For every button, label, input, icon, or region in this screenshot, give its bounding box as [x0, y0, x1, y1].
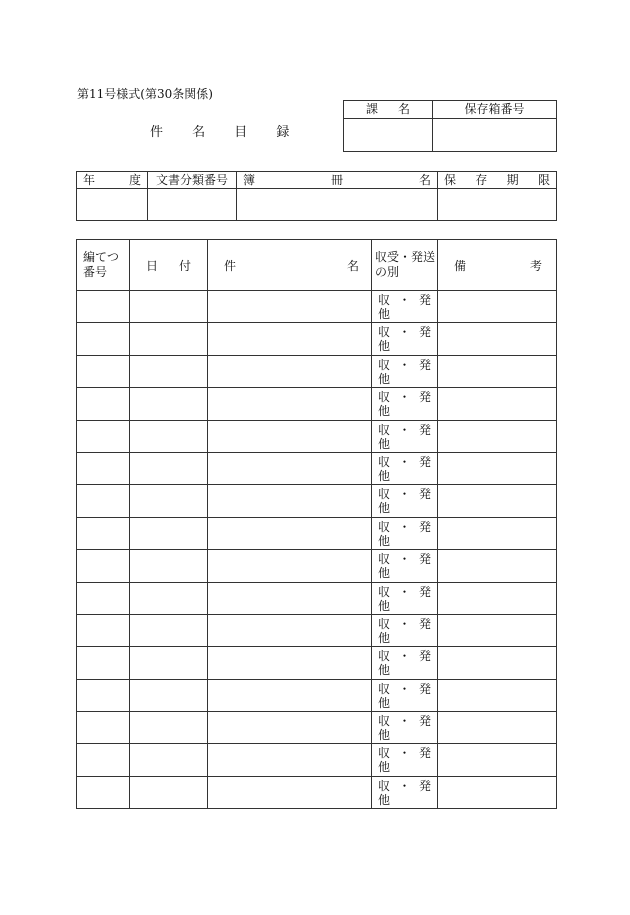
date-cell[interactable] [130, 712, 208, 744]
table-row [77, 712, 557, 744]
separator-dot: ・ [398, 584, 411, 599]
date-cell[interactable] [130, 355, 208, 387]
binding-number-cell[interactable] [77, 291, 130, 323]
section-box-table [343, 100, 557, 152]
subject-cell[interactable] [208, 744, 372, 776]
date-cell[interactable] [130, 582, 208, 614]
separator-dot: ・ [398, 616, 411, 631]
receive-send-cell[interactable] [372, 679, 438, 711]
remarks-cell[interactable] [438, 582, 557, 614]
separator-dot: ・ [398, 357, 411, 372]
receive-option[interactable]: 収 [378, 357, 391, 372]
table-row [77, 550, 557, 582]
header-fiscal-year: 年 度 [77, 172, 148, 189]
send-option[interactable]: 発 [418, 325, 431, 340]
separator-dot: ・ [398, 454, 411, 469]
header-remarks: 備 考 [438, 240, 557, 291]
other-option[interactable]: 他 [378, 436, 391, 451]
binding-number-cell[interactable] [77, 323, 130, 355]
send-option[interactable]: 発 [418, 649, 431, 664]
header-register-name: 簿 冊 名 [237, 172, 438, 189]
send-option[interactable]: 発 [418, 746, 431, 761]
other-option[interactable]: 他 [378, 566, 391, 581]
date-cell[interactable] [130, 452, 208, 484]
subject-cell[interactable] [208, 485, 372, 517]
date-cell[interactable] [130, 550, 208, 582]
send-option[interactable]: 発 [418, 390, 431, 405]
other-option[interactable]: 他 [378, 760, 391, 775]
send-option[interactable]: 発 [418, 616, 431, 631]
table-row [77, 679, 557, 711]
other-option[interactable]: 他 [378, 663, 391, 678]
other-option[interactable]: 他 [378, 339, 391, 354]
table-row [77, 517, 557, 549]
remarks-cell[interactable] [438, 550, 557, 582]
receive-send-cell[interactable] [372, 485, 438, 517]
receive-send-cell[interactable] [372, 291, 438, 323]
binding-number-cell[interactable] [77, 776, 130, 808]
box-number-cell[interactable] [433, 119, 557, 152]
header-box-number: 保存箱番号 [433, 101, 557, 119]
date-cell[interactable] [130, 517, 208, 549]
table-row [77, 452, 557, 484]
receive-send-cell[interactable] [372, 614, 438, 646]
receive-option[interactable]: 収 [378, 325, 391, 340]
separator-dot: ・ [398, 325, 411, 340]
subject-cell[interactable] [208, 647, 372, 679]
table-row [77, 355, 557, 387]
header-binding-number: 編てつ 番号 [77, 240, 130, 291]
subject-cell[interactable] [208, 679, 372, 711]
send-option[interactable]: 発 [418, 778, 431, 793]
separator-dot: ・ [398, 681, 411, 696]
binding-number-cell[interactable] [77, 582, 130, 614]
separator-dot: ・ [398, 519, 411, 534]
header-subject: 件 名 [208, 240, 372, 291]
remarks-cell[interactable] [438, 485, 557, 517]
remarks-cell[interactable] [438, 647, 557, 679]
separator-dot: ・ [398, 293, 411, 307]
receive-option[interactable]: 収 [378, 519, 391, 534]
other-option[interactable]: 他 [378, 792, 391, 807]
date-cell[interactable] [130, 485, 208, 517]
register-name-cell[interactable] [237, 189, 438, 221]
receive-option[interactable]: 収 [378, 746, 391, 761]
other-option[interactable]: 他 [378, 307, 391, 321]
receive-option[interactable]: 収 [378, 778, 391, 793]
subject-cell[interactable] [208, 388, 372, 420]
receive-send-cell[interactable] [372, 550, 438, 582]
send-option[interactable]: 発 [418, 584, 431, 599]
fiscal-year-cell[interactable] [77, 189, 148, 221]
receive-option[interactable]: 収 [378, 390, 391, 405]
remarks-cell[interactable] [438, 355, 557, 387]
send-option[interactable]: 発 [418, 454, 431, 469]
send-option[interactable]: 発 [418, 519, 431, 534]
receive-send-cell[interactable] [372, 517, 438, 549]
subject-cell[interactable] [208, 550, 372, 582]
receive-option[interactable]: 収 [378, 487, 391, 502]
title-char: 名 [192, 125, 206, 140]
binding-number-cell[interactable] [77, 485, 130, 517]
subject-cell[interactable] [208, 355, 372, 387]
receive-send-cell[interactable] [372, 452, 438, 484]
binding-number-cell[interactable] [77, 744, 130, 776]
send-option[interactable]: 発 [418, 293, 431, 307]
subject-cell[interactable] [208, 452, 372, 484]
receive-send-cell[interactable] [372, 355, 438, 387]
remarks-cell[interactable] [438, 420, 557, 452]
title-char: 件 [150, 125, 164, 140]
other-option[interactable]: 他 [378, 468, 391, 483]
table-row [77, 485, 557, 517]
title-char: 目 [234, 125, 248, 140]
form-number: 第11号様式(第30条関係) [77, 87, 213, 101]
send-option[interactable]: 発 [418, 681, 431, 696]
receive-send-cell[interactable] [372, 744, 438, 776]
meta-table [76, 171, 557, 221]
other-option[interactable]: 他 [378, 404, 391, 419]
separator-dot: ・ [398, 649, 411, 664]
receive-option[interactable]: 収 [378, 422, 391, 437]
header-classification-number: 文書分類番号 [148, 172, 237, 189]
classification-number-cell[interactable] [148, 189, 237, 221]
date-cell[interactable] [130, 291, 208, 323]
separator-dot: ・ [398, 487, 411, 502]
send-option[interactable]: 発 [418, 552, 431, 567]
date-cell[interactable] [130, 420, 208, 452]
remarks-cell[interactable] [438, 291, 557, 323]
remarks-cell[interactable] [438, 517, 557, 549]
receive-send-cell[interactable] [372, 388, 438, 420]
other-option[interactable]: 他 [378, 533, 391, 548]
date-cell[interactable] [130, 614, 208, 646]
receive-option[interactable]: 収 [378, 714, 391, 729]
remarks-cell[interactable] [438, 744, 557, 776]
binding-number-cell[interactable] [77, 712, 130, 744]
send-option[interactable]: 発 [418, 714, 431, 729]
retention-period-cell[interactable] [438, 189, 557, 221]
receive-send-cell[interactable] [372, 323, 438, 355]
title-char: 録 [276, 125, 290, 140]
subject-cell[interactable] [208, 420, 372, 452]
other-option[interactable]: 他 [378, 695, 391, 710]
table-row [77, 582, 557, 614]
receive-send-cell[interactable] [372, 776, 438, 808]
separator-dot: ・ [398, 390, 411, 405]
separator-dot: ・ [398, 778, 411, 793]
subject-cell[interactable] [208, 323, 372, 355]
binding-number-cell[interactable] [77, 420, 130, 452]
date-cell[interactable] [130, 679, 208, 711]
date-cell[interactable] [130, 388, 208, 420]
subject-cell[interactable] [208, 712, 372, 744]
receive-option[interactable]: 収 [378, 681, 391, 696]
table-row [77, 291, 557, 323]
receive-option[interactable]: 収 [378, 454, 391, 469]
remarks-cell[interactable] [438, 679, 557, 711]
table-row [77, 647, 557, 679]
binding-number-cell[interactable] [77, 355, 130, 387]
receive-option[interactable]: 収 [378, 616, 391, 631]
remarks-cell[interactable] [438, 323, 557, 355]
date-cell[interactable] [130, 323, 208, 355]
table-row [77, 388, 557, 420]
other-option[interactable]: 他 [378, 598, 391, 613]
receive-send-cell[interactable] [372, 420, 438, 452]
other-option[interactable]: 他 [378, 630, 391, 645]
header-retention-period: 保 存 期 限 [438, 172, 557, 189]
send-option[interactable]: 発 [418, 487, 431, 502]
other-option[interactable]: 他 [378, 728, 391, 743]
separator-dot: ・ [398, 422, 411, 437]
other-option[interactable]: 他 [378, 501, 391, 516]
receive-option[interactable]: 収 [378, 584, 391, 599]
header-receive-send: 収受・発送 の別 [372, 240, 438, 291]
page-title [150, 121, 289, 140]
date-cell[interactable] [130, 776, 208, 808]
binding-number-cell[interactable] [77, 679, 130, 711]
table-row [77, 420, 557, 452]
remarks-cell[interactable] [438, 614, 557, 646]
subject-list-table [76, 239, 557, 809]
date-cell[interactable] [130, 647, 208, 679]
receive-option[interactable]: 収 [378, 649, 391, 664]
binding-number-cell[interactable] [77, 550, 130, 582]
header-section-name: 課 名 [344, 101, 433, 119]
send-option[interactable]: 発 [418, 357, 431, 372]
receive-send-cell[interactable] [372, 647, 438, 679]
binding-number-cell[interactable] [77, 614, 130, 646]
table-row [77, 323, 557, 355]
table-row [77, 776, 557, 808]
receive-option[interactable]: 収 [378, 293, 391, 307]
subject-cell[interactable] [208, 517, 372, 549]
binding-number-cell[interactable] [77, 517, 130, 549]
receive-send-cell[interactable] [372, 712, 438, 744]
remarks-cell[interactable] [438, 776, 557, 808]
binding-number-cell[interactable] [77, 452, 130, 484]
other-option[interactable]: 他 [378, 371, 391, 386]
subject-cell[interactable] [208, 614, 372, 646]
remarks-cell[interactable] [438, 388, 557, 420]
remarks-cell[interactable] [438, 452, 557, 484]
section-name-cell[interactable] [344, 119, 433, 152]
receive-send-cell[interactable] [372, 582, 438, 614]
subject-cell[interactable] [208, 582, 372, 614]
header-date: 日 付 [130, 240, 208, 291]
subject-cell[interactable] [208, 776, 372, 808]
subject-cell[interactable] [208, 291, 372, 323]
separator-dot: ・ [398, 746, 411, 761]
separator-dot: ・ [398, 552, 411, 567]
send-option[interactable]: 発 [418, 422, 431, 437]
remarks-cell[interactable] [438, 712, 557, 744]
date-cell[interactable] [130, 744, 208, 776]
binding-number-cell[interactable] [77, 388, 130, 420]
binding-number-cell[interactable] [77, 647, 130, 679]
receive-option[interactable]: 収 [378, 552, 391, 567]
separator-dot: ・ [398, 714, 411, 729]
table-row [77, 614, 557, 646]
table-row [77, 744, 557, 776]
